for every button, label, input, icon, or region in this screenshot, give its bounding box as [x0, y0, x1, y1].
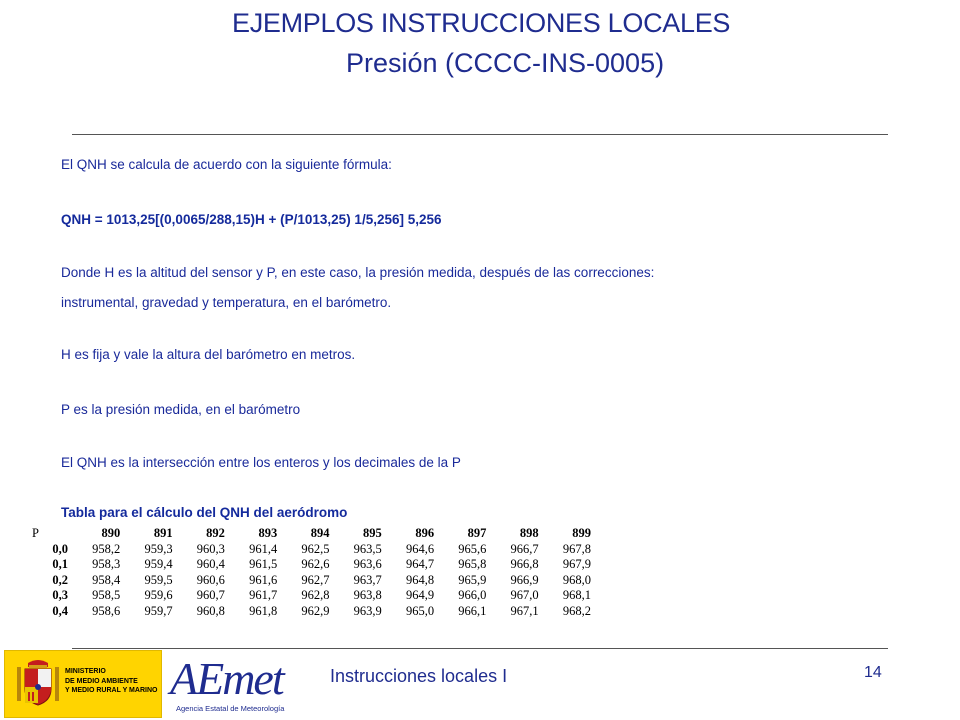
table-cell: 959,5: [144, 572, 173, 587]
table-cell: 964,9: [405, 588, 435, 603]
table-cell: 961,7: [249, 588, 278, 603]
bottom-divider: [72, 648, 888, 649]
table-corner-label: P: [32, 526, 39, 541]
column-header: 897: [467, 526, 487, 541]
column-header: 894: [310, 526, 330, 541]
column-header: 895: [363, 526, 382, 541]
table-cell: 968,1: [562, 588, 591, 603]
table-cell: 962,5: [301, 541, 330, 556]
table-cell: 959,4: [144, 557, 173, 572]
table-cell: 965,0: [405, 603, 435, 618]
row-label: 0,3: [52, 588, 68, 603]
p-definition: P es la presión medida, en el barómetro: [61, 402, 301, 417]
table-cell: 963,6: [353, 557, 382, 572]
page-subtitle: Presión (CCCC-INS-0005): [346, 48, 665, 78]
table-cell: 961,8: [249, 603, 278, 618]
donde-text-1: Donde H es la altitud del sensor y P, en este caso, la presión medida, después de las correcciones:: [61, 265, 655, 280]
table-row: [32, 604, 591, 620]
h-definition: H es fija y vale la altura del barómetro en metros.: [61, 347, 356, 362]
table-cell: 967,9: [562, 557, 591, 572]
column-header: 899: [572, 526, 591, 541]
table-row: [32, 588, 591, 604]
qnh-definition: El QNH es la intersección entre los enteros y los decimales de la P: [61, 455, 461, 470]
column-header: 890: [101, 526, 121, 541]
table-cell: 968,2: [562, 603, 591, 618]
table-cell: 967,0: [510, 588, 539, 603]
table-cell: 963,7: [353, 572, 382, 587]
table-cell: 963,5: [353, 541, 382, 556]
page-number: 14: [864, 664, 882, 681]
row-label: 0,1: [52, 557, 68, 572]
column-header: 892: [206, 526, 225, 541]
row-label: 0,4: [52, 603, 68, 618]
table-cell: 963,9: [353, 603, 382, 618]
column-header: 891: [153, 526, 173, 541]
table-cell: 965,6: [458, 541, 487, 556]
table-cell: 960,8: [196, 603, 225, 618]
table-cell: 962,7: [301, 572, 330, 587]
spain-coat-of-arms-icon: [13, 657, 63, 711]
table-cell: 958,3: [92, 557, 121, 572]
table-cell: 960,7: [196, 588, 225, 603]
table-row: [32, 573, 591, 589]
page-title: EJEMPLOS INSTRUCCIONES LOCALES: [232, 8, 731, 38]
ministry-text-line: Y MEDIO RURAL Y MARINO: [65, 687, 158, 694]
table-cell: 961,5: [249, 557, 278, 572]
table-cell: 964,8: [405, 572, 435, 587]
footer-title: Instrucciones locales I: [330, 666, 508, 686]
table-cell: 968,0: [562, 572, 591, 587]
table-cell: 965,9: [458, 572, 487, 587]
ministry-text: [65, 667, 157, 696]
table-cell: 960,4: [196, 557, 225, 572]
table-cell: 966,1: [458, 603, 487, 618]
table-cell: 958,2: [92, 541, 121, 556]
qnh-formula: QNH = 1013,25[(0,0065/288,15)H + (P/1013,25) 1/5,256] 5,256: [61, 212, 442, 227]
table-cell: 964,7: [405, 557, 435, 572]
table-cell: 960,3: [196, 541, 225, 556]
donde-text-2: instrumental, gravedad y temperatura, en el barómetro.: [61, 295, 392, 310]
aemet-logo-icon: [168, 652, 308, 716]
table-title: Tabla para el cálculo del QNH del aeródromo: [61, 505, 348, 520]
row-label: 0,0: [52, 541, 68, 556]
table-cell: 958,5: [92, 588, 121, 603]
intro-text: El QNH se calcula de acuerdo con la siguiente fórmula:: [61, 157, 392, 172]
table-cell: 959,7: [144, 603, 173, 618]
top-divider: [72, 134, 888, 135]
table-cell: 959,3: [144, 541, 173, 556]
table-cell: 966,8: [510, 557, 539, 572]
table-cell: 961,4: [249, 541, 278, 556]
qnh-table-container: [32, 526, 591, 619]
table-cell: 961,6: [249, 572, 278, 587]
row-label: 0,2: [52, 572, 68, 587]
table-cell: 964,6: [405, 541, 435, 556]
table-cell: 965,8: [458, 557, 487, 572]
column-header: 893: [258, 526, 278, 541]
column-header: 898: [519, 526, 539, 541]
table-header-row: [32, 526, 591, 542]
table-cell: 960,6: [196, 572, 225, 587]
table-row: [32, 557, 591, 573]
table-row: [32, 542, 591, 558]
column-header: 896: [415, 526, 435, 541]
table-cell: 958,4: [92, 572, 121, 587]
table-cell: 967,1: [510, 603, 539, 618]
aemet-wordmark: AEmet: [170, 653, 283, 704]
table-cell: 962,9: [301, 603, 330, 618]
qnh-table: [32, 526, 591, 619]
table-cell: 966,9: [510, 572, 539, 587]
table-cell: 962,8: [301, 588, 330, 603]
ministry-text-line: MINISTERIO: [65, 668, 106, 675]
table-cell: 963,8: [353, 588, 382, 603]
table-cell: 966,7: [510, 541, 539, 556]
table-cell: 966,0: [458, 588, 487, 603]
table-cell: 958,6: [92, 603, 121, 618]
ministry-text-line: DE MEDIO AMBIENTE: [65, 677, 138, 685]
table-cell: 959,6: [144, 588, 173, 603]
ministry-logo: [4, 650, 162, 718]
table-cell: 962,6: [301, 557, 330, 572]
aemet-subtitle: Agencia Estatal de Meteorología: [176, 704, 285, 713]
table-cell: 967,8: [562, 541, 591, 556]
